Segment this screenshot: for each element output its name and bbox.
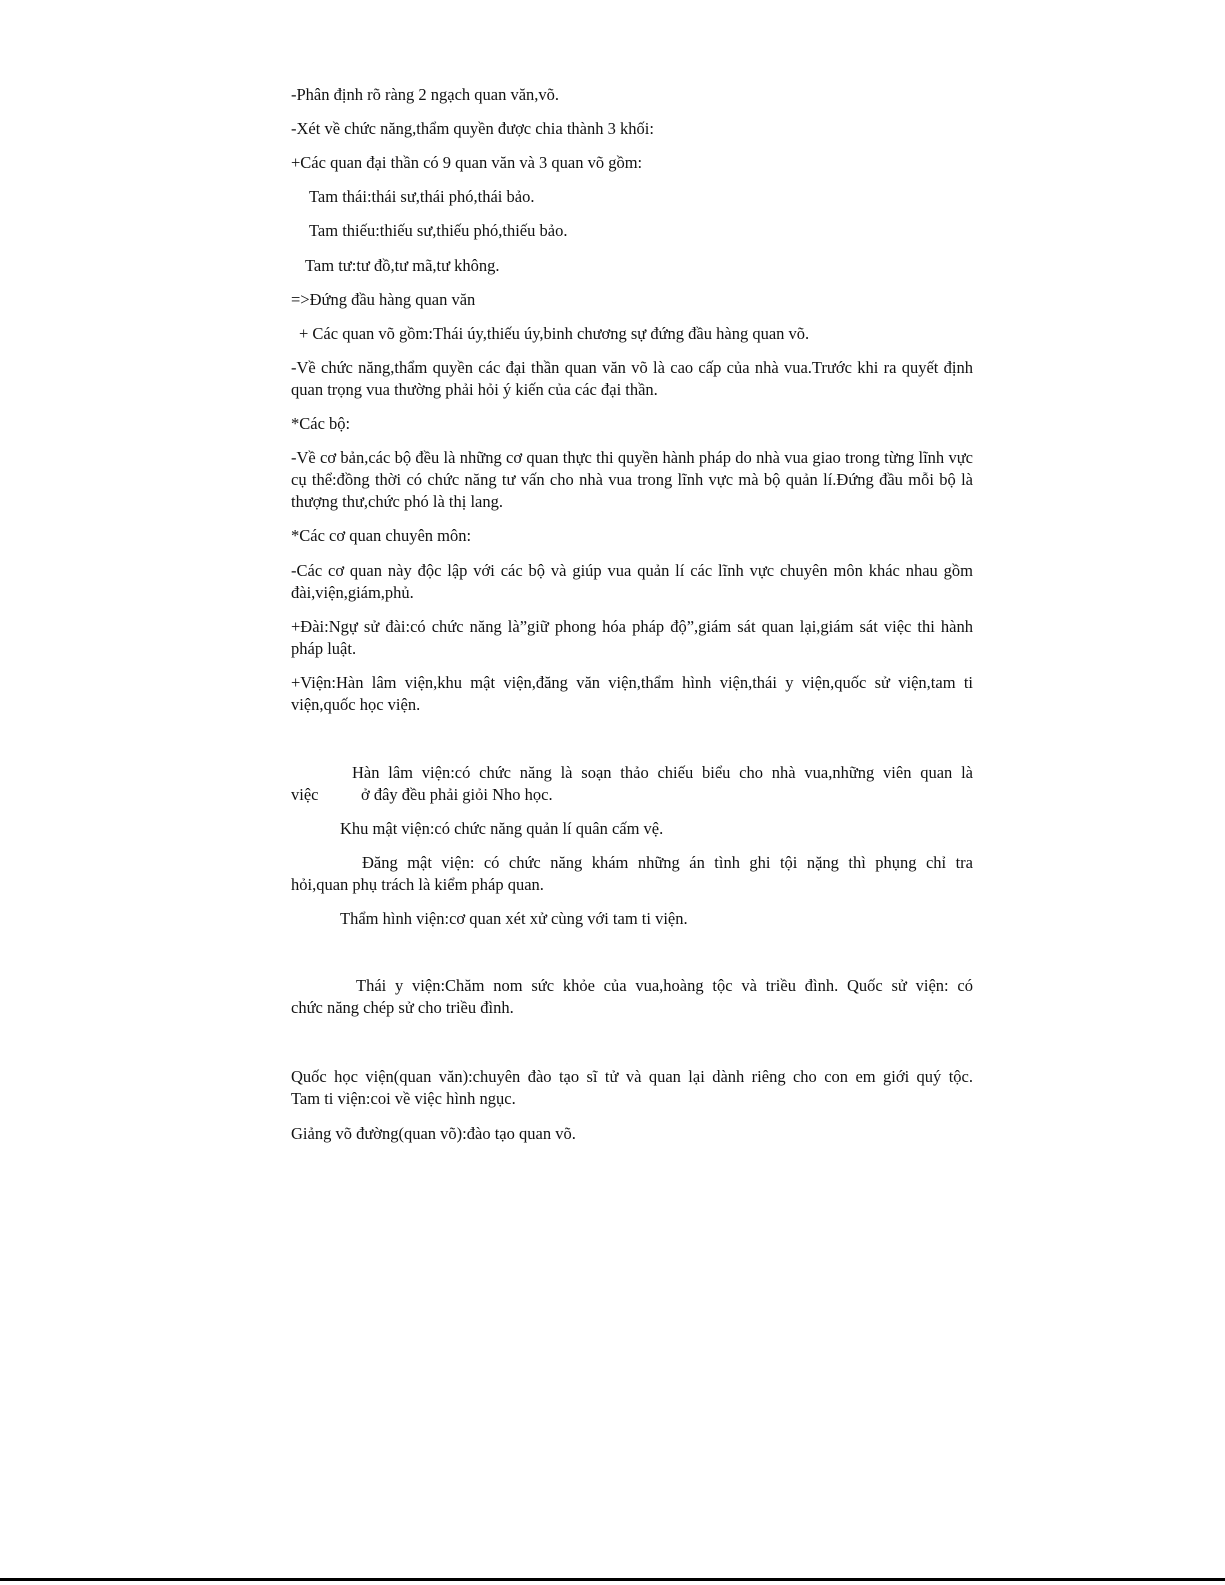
paragraph-cac-bo: -Về cơ bản,các bộ đều là những cơ quan thực thi quyền hành pháp do nhà vua giao trong từng lĩnh vực cụ thể:đồng thời có chức năng tư vấn cho nhà vua trong lĩnh vực mà bộ quản lí.Đứng đầu mỗi bộ là thượng thư,chức phó là thị lang. bbox=[291, 448, 973, 511]
line-tam-thieu: Tam thiếu:thiếu sư,thiếu phó,thiếu bảo. bbox=[309, 221, 568, 240]
paragraph-co-quan-chuyen-mon: -Các cơ quan này độc lập với các bộ và giúp vua quản lí các lĩnh vực chuyên môn khác nhau gồm đài,viện,giám,phủ. bbox=[291, 561, 973, 602]
line-quoc-su-vien: chức năng chép sử cho triều đình. bbox=[291, 998, 514, 1017]
line-tam-ti-vien: Tam ti viện:coi về việc hình ngục. bbox=[291, 1089, 516, 1108]
paragraph-vien: +Viện:Hàn lâm viện,khu mật viện,đăng văn viện,thẩm hình viện,thái y viện,quốc sử viện,tam ti viện,quốc học viện. bbox=[291, 673, 973, 714]
line-quan-vo: + Các quan võ gồm:Thái úy,thiếu úy,binh chương sự đứng đầu hàng quan võ. bbox=[299, 324, 810, 343]
line-tam-thai: Tam thái:thái sư,thái phó,thái bảo. bbox=[309, 187, 535, 206]
line-quoc-hoc-vien: Quốc học viện(quan văn):chuyên đào tạo sĩ tử và quan lại dành riêng cho con em giới quý tộc. bbox=[291, 1067, 973, 1086]
line-nho-hoc: ở đây đều phải giỏi Nho học. bbox=[361, 785, 553, 804]
line-kiem-phap-quan: hỏi,quan phụ trách là kiểm pháp quan. bbox=[291, 875, 544, 894]
line-3: +Các quan đại thần có 9 quan văn và 3 quan võ gồm: bbox=[291, 153, 643, 172]
page-bottom-border bbox=[0, 1578, 1225, 1581]
heading-cac-bo: *Các bộ: bbox=[291, 414, 351, 433]
line-tam-tu: Tam tư:tư đồ,tư mã,tư không. bbox=[305, 256, 500, 275]
paragraph-dai: +Đài:Ngự sử đài:có chức năng là”giữ phong hóa pháp độ”,giám sát quan lại,giám sát việc thi hành pháp luật. bbox=[291, 617, 973, 658]
line-1: -Phân định rõ ràng 2 ngạch quan văn,võ. bbox=[291, 85, 560, 104]
line-dang-mat-vien: Đăng mật viện: có chức năng khám những án tình ghi tội nặng thì phụng chỉ tra bbox=[362, 853, 973, 872]
line-han-lam-vien: Hàn lâm viện:có chức năng là soạn thảo chiếu biểu cho nhà vua,những viên quan là bbox=[352, 763, 973, 782]
heading-co-quan-chuyen-mon: *Các cơ quan chuyên môn: bbox=[291, 526, 472, 545]
paragraph-chuc-nang-dai-than: -Về chức năng,thẩm quyền các đại thần quan văn võ là cao cấp của nhà vua.Trước khi ra quyết định quan trọng vua thường phải hỏi ý kiến của các đại thần. bbox=[291, 358, 973, 399]
line-tham-hinh-vien: Thẩm hình viện:cơ quan xét xử cùng với tam ti viện. bbox=[340, 909, 688, 928]
line-dung-dau-quan-van: =>Đứng đầu hàng quan văn bbox=[291, 290, 476, 309]
line-khu-mat-vien: Khu mật viện:có chức năng quản lí quân cấm vệ. bbox=[340, 819, 664, 838]
line-viec: việc bbox=[291, 785, 319, 804]
line-thai-y-vien: Thái y viện:Chăm nom sức khỏe của vua,hoàng tộc và triều đình. Quốc sử viện: có bbox=[356, 976, 973, 995]
line-2: -Xét về chức năng,thẩm quyền được chia thành 3 khối: bbox=[291, 119, 654, 138]
line-giang-vo-duong: Giảng võ đường(quan võ):đào tạo quan võ. bbox=[291, 1124, 576, 1143]
